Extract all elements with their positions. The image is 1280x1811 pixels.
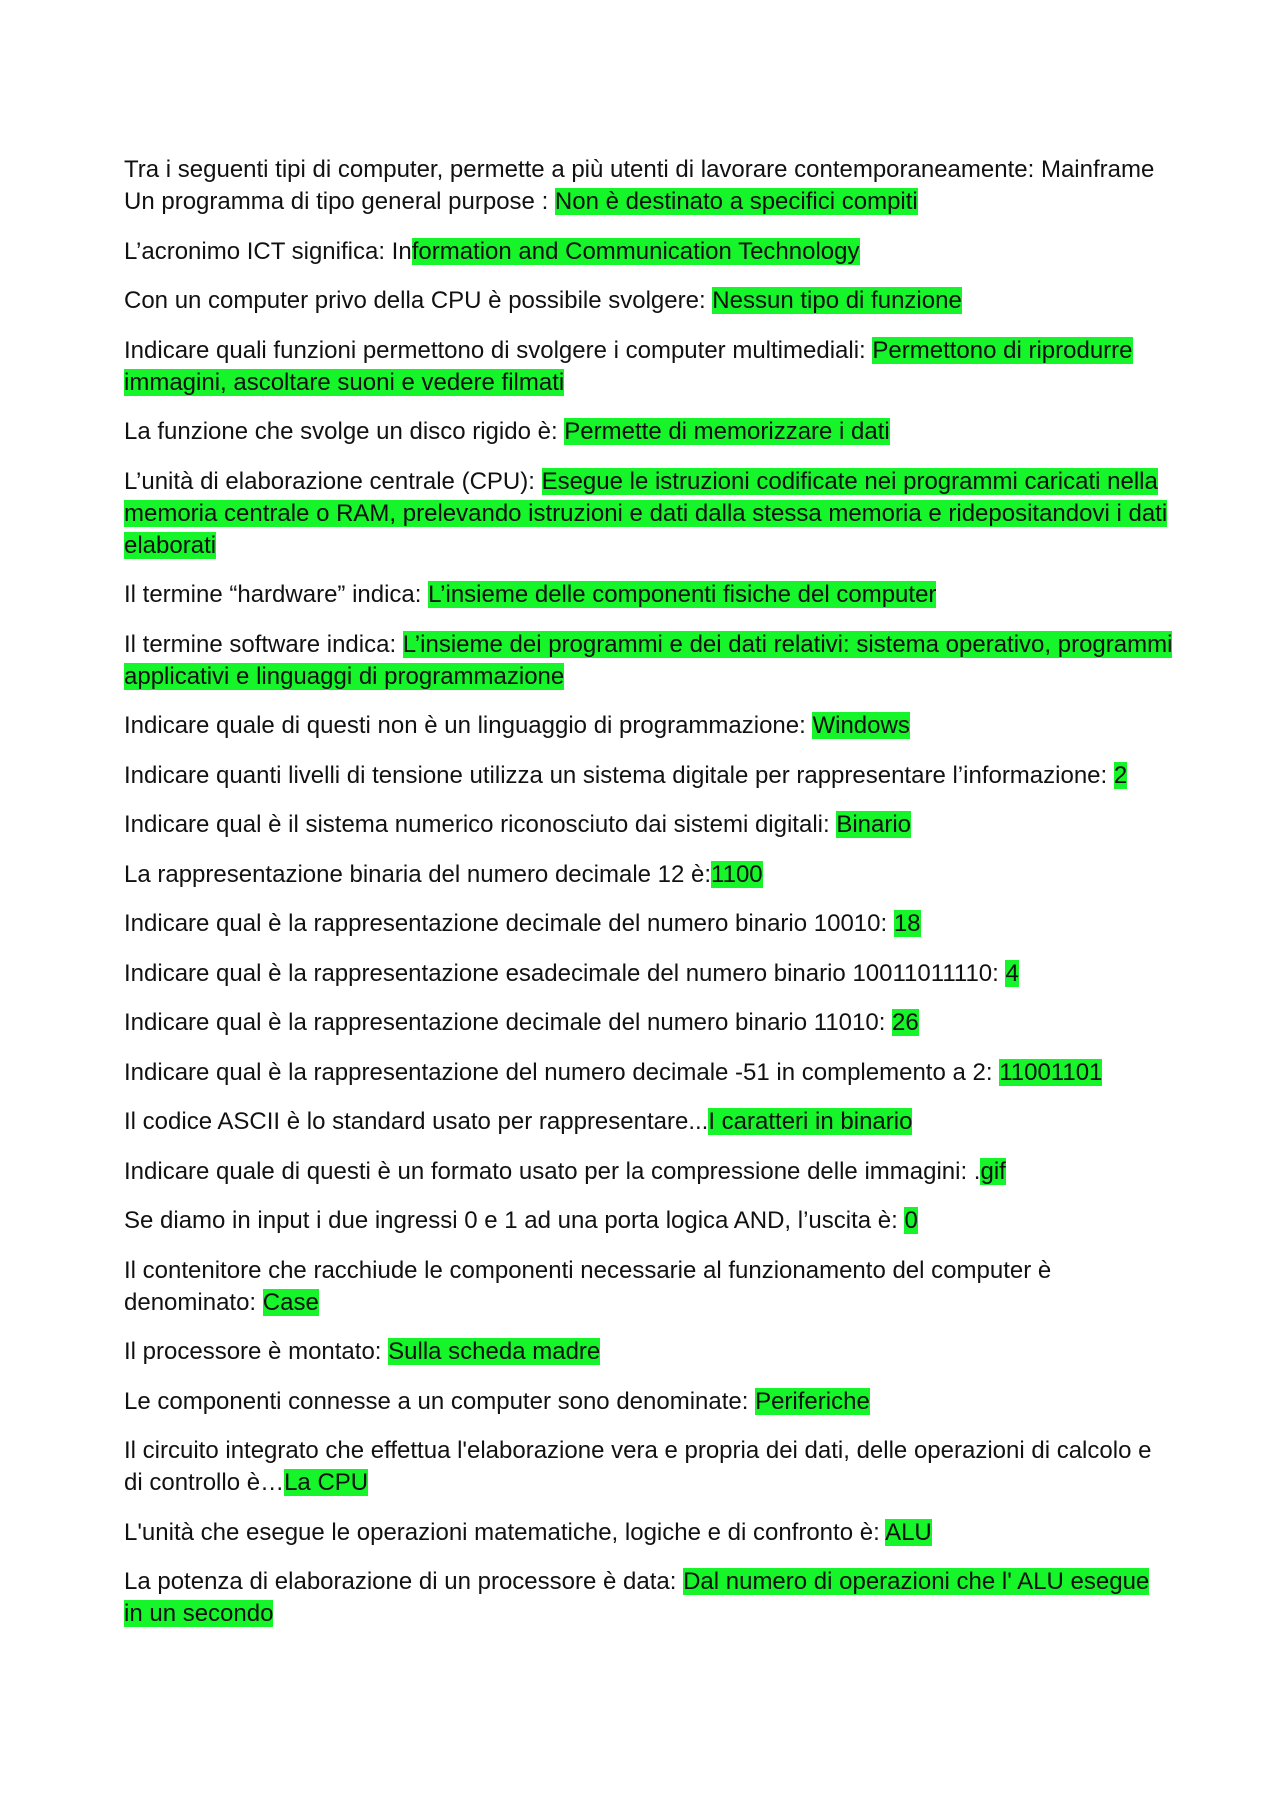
highlighted-answer: La CPU — [284, 1469, 369, 1496]
question-paragraph — [124, 1435, 1174, 1499]
question-text: Indicare qual è il sistema numerico riconosciuto dai sistemi digitali: — [124, 811, 837, 838]
question-paragraph — [124, 1007, 1174, 1039]
question-text: La funzione che svolge un disco rigido è: — [124, 418, 565, 445]
question-paragraph — [124, 908, 1174, 940]
highlighted-answer: Binario — [836, 811, 912, 838]
question-paragraph — [124, 629, 1174, 693]
question-paragraph — [124, 1566, 1174, 1630]
highlighted-answer: I caratteri in binario — [708, 1108, 913, 1135]
question-text: Il circuito integrato che effettua l'elaborazione vera e propria dei dati, delle operazioni di calcolo e di controllo è… — [124, 1437, 1152, 1496]
highlighted-answer: L’insieme delle componenti fisiche del computer — [428, 581, 937, 608]
question-paragraph — [124, 285, 1174, 317]
question-text: La potenza di elaborazione di un processore è data: — [124, 1568, 684, 1595]
question-paragraph — [124, 1156, 1174, 1188]
question-text: Indicare quale di questi non è un linguaggio di programmazione: — [124, 712, 813, 739]
question-paragraph — [124, 1057, 1174, 1089]
question-text: Il termine “hardware” indica: — [124, 581, 429, 608]
highlighted-answer: 11001101 — [999, 1058, 1103, 1086]
question-paragraph — [124, 859, 1174, 891]
highlighted-answer: 0 — [904, 1207, 918, 1234]
question-text: Indicare quali funzioni permettono di svolgere i computer multimediali: — [124, 336, 873, 364]
question-text: Con un computer privo della CPU è possibile svolgere: — [124, 287, 713, 314]
question-text: L’acronimo ICT significa: In — [124, 237, 412, 265]
highlighted-answer: Permettono di riprodurre immagini, ascoltare suoni e vedere filmati — [124, 336, 1133, 396]
highlighted-answer: formation and Communication Technology — [411, 237, 860, 265]
document-page — [124, 154, 1174, 1648]
question-text: Se diamo in input i due ingressi 0 e 1 ad una porta logica AND, l’uscita è: — [124, 1207, 905, 1234]
question-text: L’unità di elaborazione centrale (CPU): — [124, 467, 542, 495]
question-paragraph — [124, 466, 1174, 562]
question-text: Le componenti connesse a un computer sono denominate: — [124, 1387, 756, 1415]
highlighted-answer: Periferiche — [755, 1387, 870, 1415]
highlighted-answer: Nessun tipo di funzione — [712, 287, 962, 314]
question-text: Indicare qual è la rappresentazione decimale del numero binario 10010: — [124, 910, 894, 937]
question-paragraph — [124, 579, 1174, 611]
highlighted-answer: gif — [980, 1157, 1006, 1185]
highlighted-answer: Case — [262, 1288, 319, 1316]
question-text: Indicare qual è la rappresentazione esadecimale del numero binario 10011011110: — [124, 959, 1006, 987]
question-paragraph — [124, 1336, 1174, 1368]
question-text: Indicare quale di questi è un formato usato per la compressione delle immagini: . — [124, 1157, 981, 1185]
highlighted-answer: Windows — [812, 712, 910, 739]
question-paragraph — [124, 1517, 1174, 1549]
question-paragraph — [124, 1106, 1174, 1138]
question-text: L'unità che esegue le operazioni matematiche, logiche e di confronto è: — [124, 1518, 886, 1546]
question-paragraph — [124, 710, 1174, 742]
highlighted-answer: 18 — [893, 910, 921, 937]
highlighted-answer: L’insieme dei programmi e dei dati relativi: sistema operativo, programmi applicativi e linguaggi di programmazione — [124, 630, 1173, 690]
question-paragraph — [124, 760, 1174, 792]
question-text: Il termine software indica: — [124, 630, 403, 658]
highlighted-answer: Esegue le istruzioni codificate nei programmi caricati nella memoria centrale o RAM, prelevando istruzioni e dati dalla stessa memoria e ridepositandovi i dati elaborati — [124, 467, 1168, 559]
question-paragraph — [124, 809, 1174, 841]
highlighted-answer: Permette di memorizzare i dati — [564, 418, 890, 445]
highlighted-answer: 26 — [892, 1009, 919, 1036]
highlighted-answer: 4 — [1005, 959, 1019, 987]
question-text: La rappresentazione binaria del numero decimale 12 è: — [124, 860, 712, 888]
question-paragraph — [124, 1205, 1174, 1237]
question-paragraph — [124, 1386, 1174, 1418]
highlighted-answer: ALU — [885, 1518, 932, 1546]
highlighted-answer: Sulla scheda madre — [388, 1338, 601, 1365]
question-paragraph — [124, 958, 1174, 990]
question-paragraph — [124, 1255, 1174, 1319]
question-text: Indicare quanti livelli di tensione utilizza un sistema digitale per rappresentare l’informazione: — [124, 761, 1114, 789]
question-paragraph — [124, 416, 1174, 448]
highlighted-answer: 1100 — [711, 860, 763, 888]
question-text: Il contenitore che racchiude le componenti necessarie al funzionamento del computer è denominato: — [124, 1256, 1052, 1316]
question-text: Il codice ASCII è lo standard usato per rappresentare... — [124, 1108, 709, 1135]
question-paragraph — [124, 335, 1174, 399]
highlighted-answer: Non è destinato a specifici compiti — [554, 188, 918, 215]
question-paragraph — [124, 236, 1174, 268]
question-text: Tra i seguenti tipi di computer, permette a più utenti di lavorare contemporaneamente: Mainframe Un programma di tipo general purpose : — [124, 156, 1155, 215]
highlighted-answer: Dal numero di operazioni che l' ALU esegue in un secondo — [124, 1568, 1150, 1627]
question-text: Il processore è montato: — [124, 1338, 389, 1365]
question-text: Indicare qual è la rappresentazione decimale del numero binario 11010: — [124, 1009, 893, 1036]
highlighted-answer: 2 — [1113, 761, 1128, 789]
question-text: Indicare qual è la rappresentazione del numero decimale -51 in complemento a 2: — [124, 1058, 1000, 1086]
question-paragraph — [124, 154, 1174, 218]
